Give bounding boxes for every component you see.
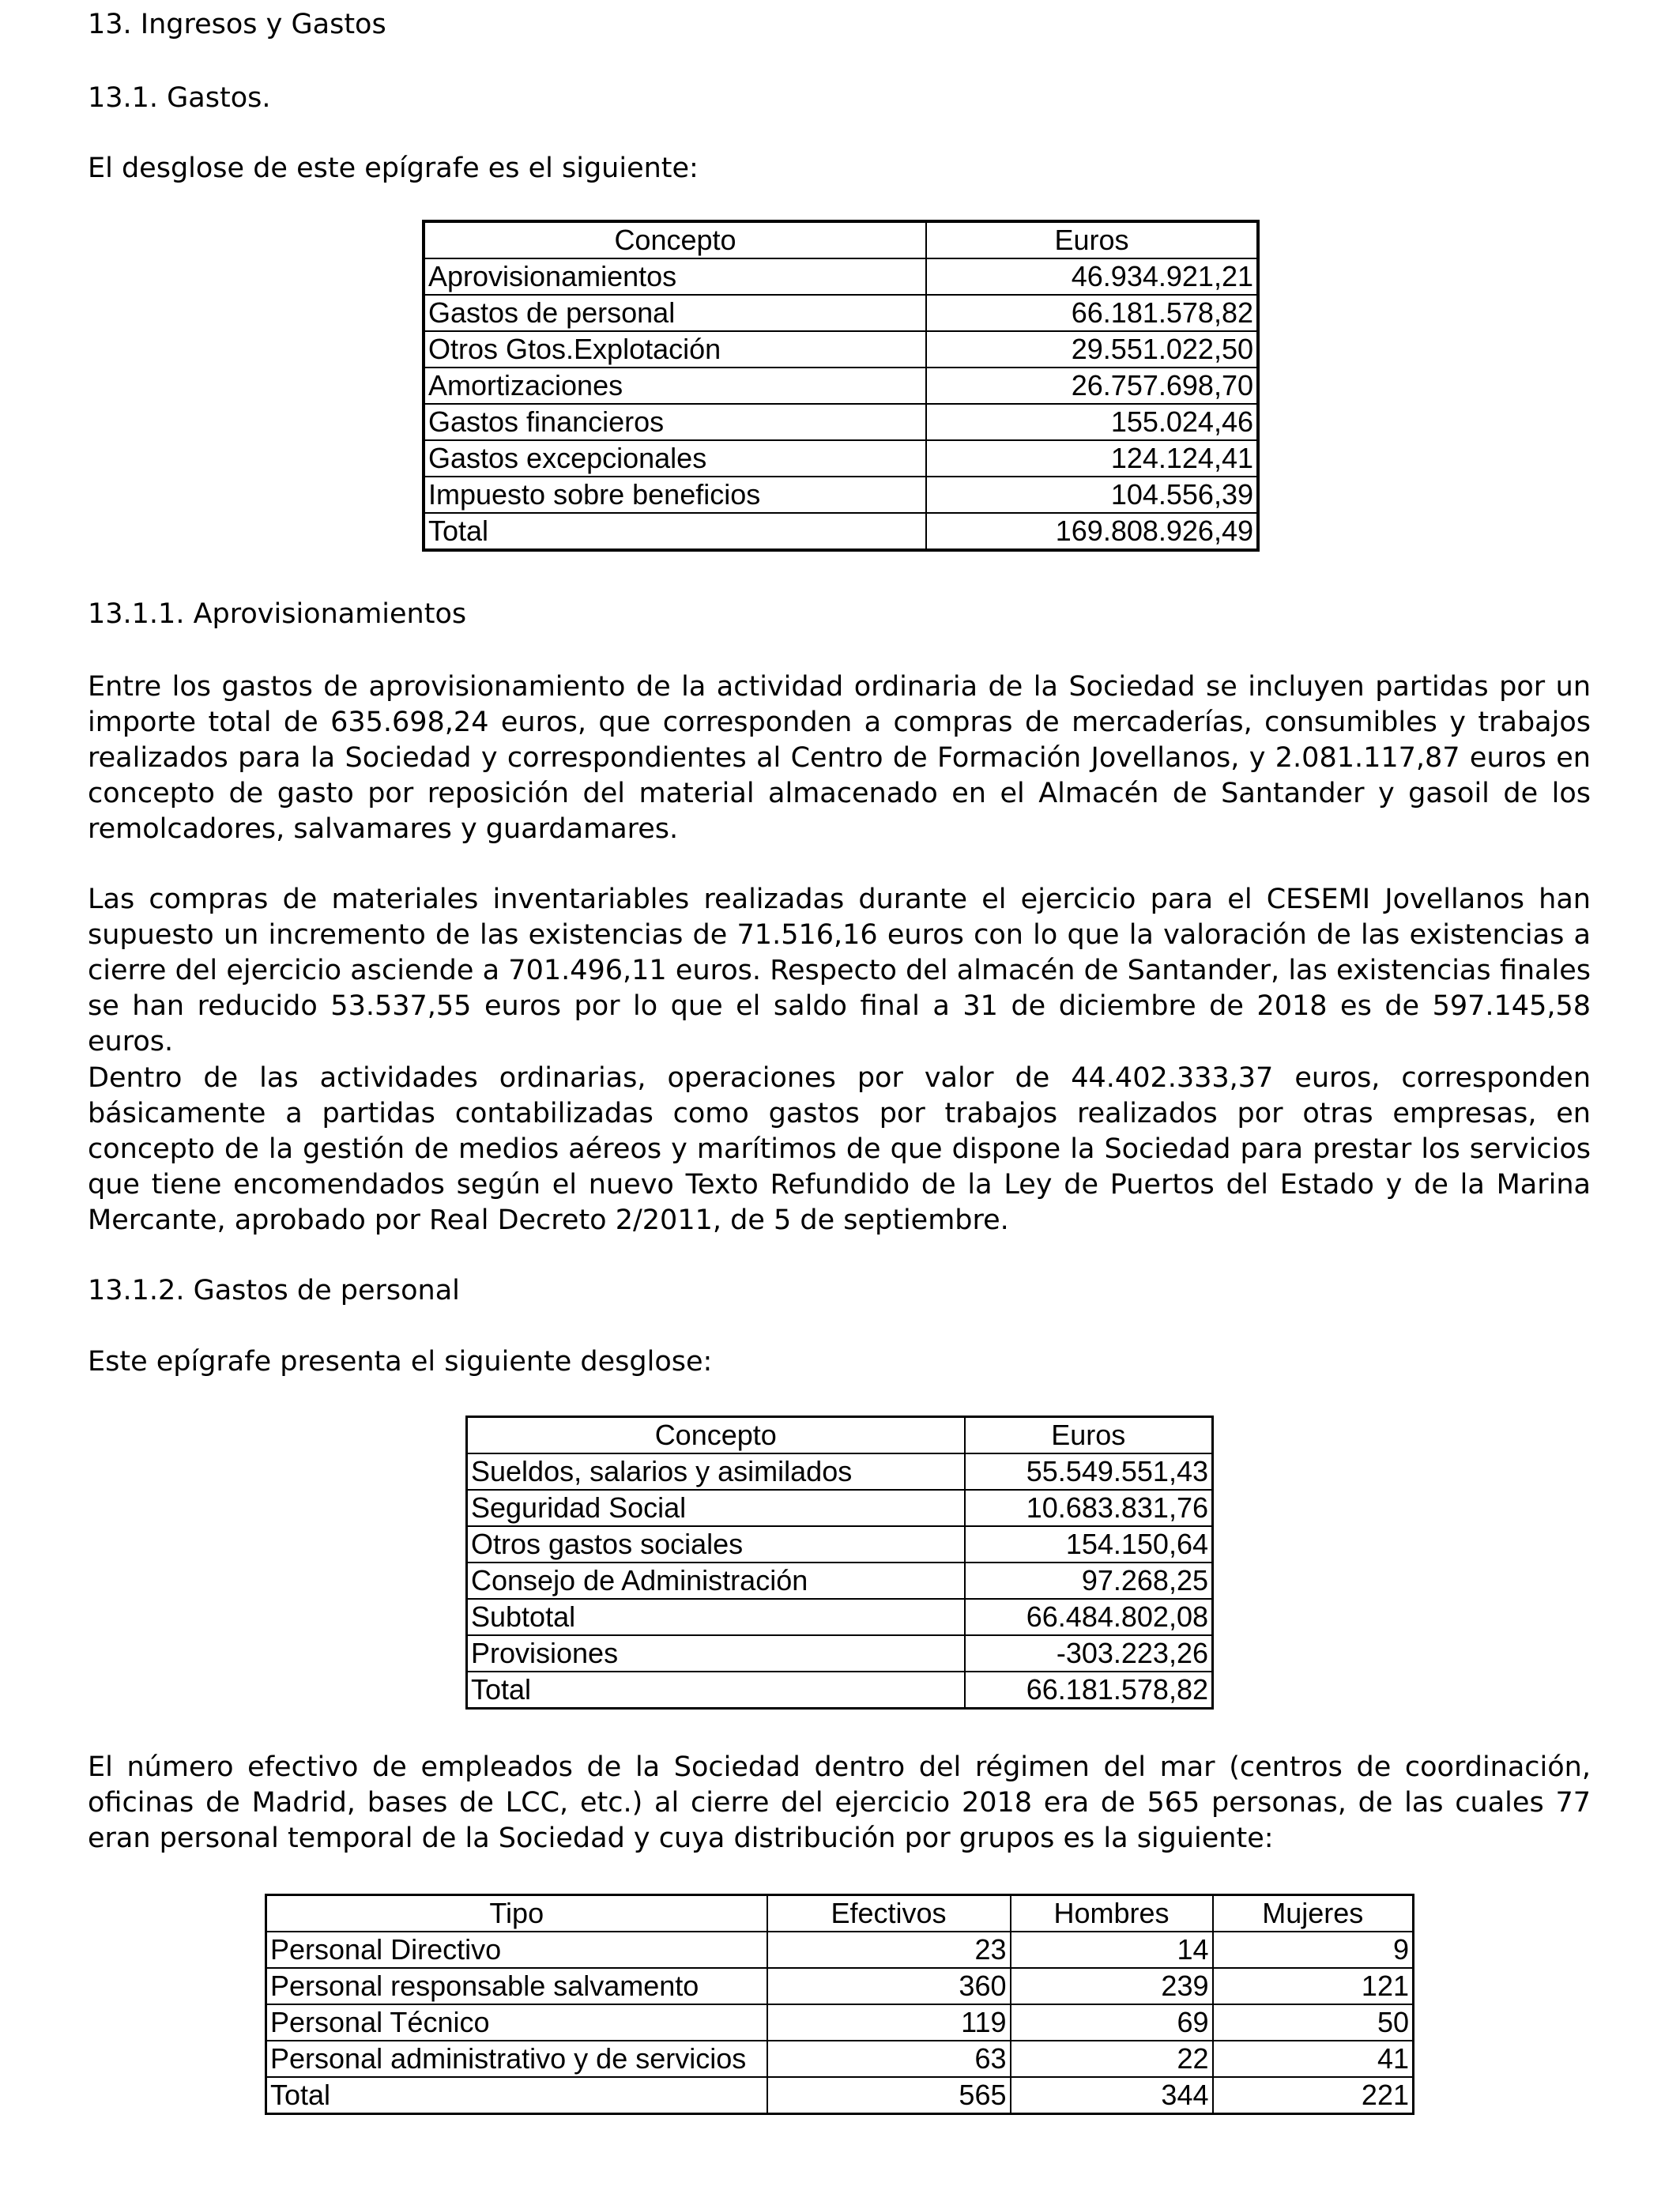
efectivos-cell: 360 [767, 1968, 1011, 2004]
mujeres-cell: 221 [1213, 2077, 1414, 2114]
subsection-heading: 13.1.2. Gastos de personal [88, 1275, 460, 1306]
amount-cell: 169.808.926,49 [926, 513, 1258, 550]
section-heading: 13. Ingresos y Gastos [88, 9, 386, 40]
efectivos-cell: 119 [767, 2004, 1011, 2041]
table-row [424, 404, 1258, 440]
concept-cell: Provisiones [467, 1635, 965, 1672]
hombres-cell: 22 [1011, 2041, 1213, 2077]
hombres-cell: 344 [1011, 2077, 1213, 2114]
concept-cell: Impuesto sobre beneficios [424, 477, 926, 513]
amount-cell: 154.150,64 [965, 1526, 1213, 1563]
table-row [266, 2041, 1414, 2077]
concept-cell: Otros Gtos.Explotación [424, 331, 926, 368]
table-header-row [424, 221, 1258, 258]
amount-cell: 124.124,41 [926, 440, 1258, 477]
amount-cell: 66.484.802,08 [965, 1599, 1213, 1635]
mujeres-cell: 121 [1213, 1968, 1414, 2004]
tipo-cell: Total [266, 2077, 767, 2114]
table-row [266, 1932, 1414, 1968]
concept-cell: Subtotal [467, 1599, 965, 1635]
paragraph: Dentro de las actividades ordinarias, operaciones por valor de 44.402.333,37 euros, corresponden básicamente a partidas contabilizadas como gastos por trabajos realizados por otras empresas, en concepto de la gestión de medios aéreos y marítimos de que dispone la Sociedad para prestar los servicios que tiene encomendados según el nuevo Texto Refundido de la Ley de Puertos del Estado y de la Marina Mercante, aprobado por Real Decreto 2/2011, de 5 de septiembre. [88, 1062, 1591, 1236]
concept-cell: Sueldos, salarios y asimilados [467, 1453, 965, 1490]
concept-cell: Aprovisionamientos [424, 258, 926, 295]
column-header: Hombres [1011, 1895, 1213, 1932]
amount-cell: 97.268,25 [965, 1563, 1213, 1599]
table-row [424, 477, 1258, 513]
amount-cell: -303.223,26 [965, 1635, 1213, 1672]
intro-gastos-text: El desglose de este epígrafe es el siguiente: [88, 153, 699, 184]
column-header: Tipo [266, 1895, 767, 1932]
efectivos-cell: 63 [767, 2041, 1011, 2077]
amount-cell: 104.556,39 [926, 477, 1258, 513]
paragraph: Las compras de materiales inventariables realizadas durante el ejercicio para el CESEMI Jovellanos han supuesto un incremento de las existencias de 71.516,16 euros con lo que la valoración de las existencias a cierre del ejercicio asciende a 701.496,11 euros. Respecto del almacén de Santander, las existencias finales se han reducido 53.537,55 euros por lo que el saldo final a 31 de diciembre de 2018 es de 597.145,58 euros. [88, 884, 1591, 1057]
table-row [424, 295, 1258, 331]
tipo-cell: Personal Directivo [266, 1932, 767, 1968]
table-row [266, 1968, 1414, 2004]
amount-cell: 10.683.831,76 [965, 1490, 1213, 1526]
concept-cell: Gastos financieros [424, 404, 926, 440]
mujeres-cell: 50 [1213, 2004, 1414, 2041]
table-row [467, 1490, 1213, 1526]
empleados-table [265, 1894, 1414, 2115]
efectivos-cell: 565 [767, 2077, 1011, 2114]
column-header: Mujeres [1213, 1895, 1414, 1932]
personal-table [465, 1416, 1214, 1710]
column-header: Efectivos [767, 1895, 1011, 1932]
column-header: Concepto [424, 221, 926, 258]
tipo-cell: Personal Técnico [266, 2004, 767, 2041]
table-row [467, 1599, 1213, 1635]
hombres-cell: 69 [1011, 2004, 1213, 2041]
table-header-row [266, 1895, 1414, 1932]
concept-cell: Seguridad Social [467, 1490, 965, 1526]
paragraph: Entre los gastos de aprovisionamiento de la actividad ordinaria de la Sociedad se incluyen partidas por un importe total de 635.698,24 euros, que corresponden a compras de mercaderías, consumibles y trabajos realizados para la Sociedad y correspondientes al Centro de Formación Jovellanos, y 2.081.117,87 euros en concepto de gasto por reposición del material almacenado en el Almacén de Santander y gasoil de los remolcadores, salvamares y guardamares. [88, 671, 1591, 845]
amount-cell: 66.181.578,82 [926, 295, 1258, 331]
amount-cell: 29.551.022,50 [926, 331, 1258, 368]
concept-cell: Consejo de Administración [467, 1563, 965, 1599]
efectivos-cell: 23 [767, 1932, 1011, 1968]
subsection-heading: 13.1.1. Aprovisionamientos [88, 598, 467, 630]
table-total-row [467, 1672, 1213, 1709]
table-row [467, 1526, 1213, 1563]
table-row [467, 1563, 1213, 1599]
table-row [467, 1453, 1213, 1490]
concept-cell: Total [424, 513, 926, 550]
amount-cell: 26.757.698,70 [926, 368, 1258, 404]
table-row [424, 368, 1258, 404]
paragraph: El número efectivo de empleados de la Sociedad dentro del régimen del mar (centros de coordinación, oficinas de Madrid, bases de LCC, etc.) al cierre del ejercicio 2018 era de 565 personas, de las cuales 77 eran personal temporal de la Sociedad y cuya distribución por grupos es la siguiente: [88, 1751, 1591, 1854]
column-header: Euros [926, 221, 1258, 258]
concept-cell: Amortizaciones [424, 368, 926, 404]
table-total-row [424, 513, 1258, 550]
amount-cell: 46.934.921,21 [926, 258, 1258, 295]
table-row [467, 1635, 1213, 1672]
table-row [266, 2004, 1414, 2041]
mujeres-cell: 9 [1213, 1932, 1414, 1968]
table-row [424, 440, 1258, 477]
hombres-cell: 239 [1011, 1968, 1213, 2004]
column-header: Concepto [467, 1417, 965, 1454]
concept-cell: Gastos excepcionales [424, 440, 926, 477]
hombres-cell: 14 [1011, 1932, 1213, 1968]
concept-cell: Gastos de personal [424, 295, 926, 331]
amount-cell: 66.181.578,82 [965, 1672, 1213, 1709]
column-header: Euros [965, 1417, 1213, 1454]
concept-cell: Otros gastos sociales [467, 1526, 965, 1563]
subsection-heading: 13.1. Gastos. [88, 82, 271, 114]
concept-cell: Total [467, 1672, 965, 1709]
amount-cell: 55.549.551,43 [965, 1453, 1213, 1490]
amount-cell: 155.024,46 [926, 404, 1258, 440]
tipo-cell: Personal administrativo y de servicios [266, 2041, 767, 2077]
intro-personal-text: Este epígrafe presenta el siguiente desglose: [88, 1346, 713, 1378]
gastos-table [422, 220, 1260, 552]
tipo-cell: Personal responsable salvamento [266, 1968, 767, 2004]
table-row [424, 331, 1258, 368]
table-row [424, 258, 1258, 295]
mujeres-cell: 41 [1213, 2041, 1414, 2077]
table-total-row [266, 2077, 1414, 2114]
table-header-row [467, 1417, 1213, 1454]
